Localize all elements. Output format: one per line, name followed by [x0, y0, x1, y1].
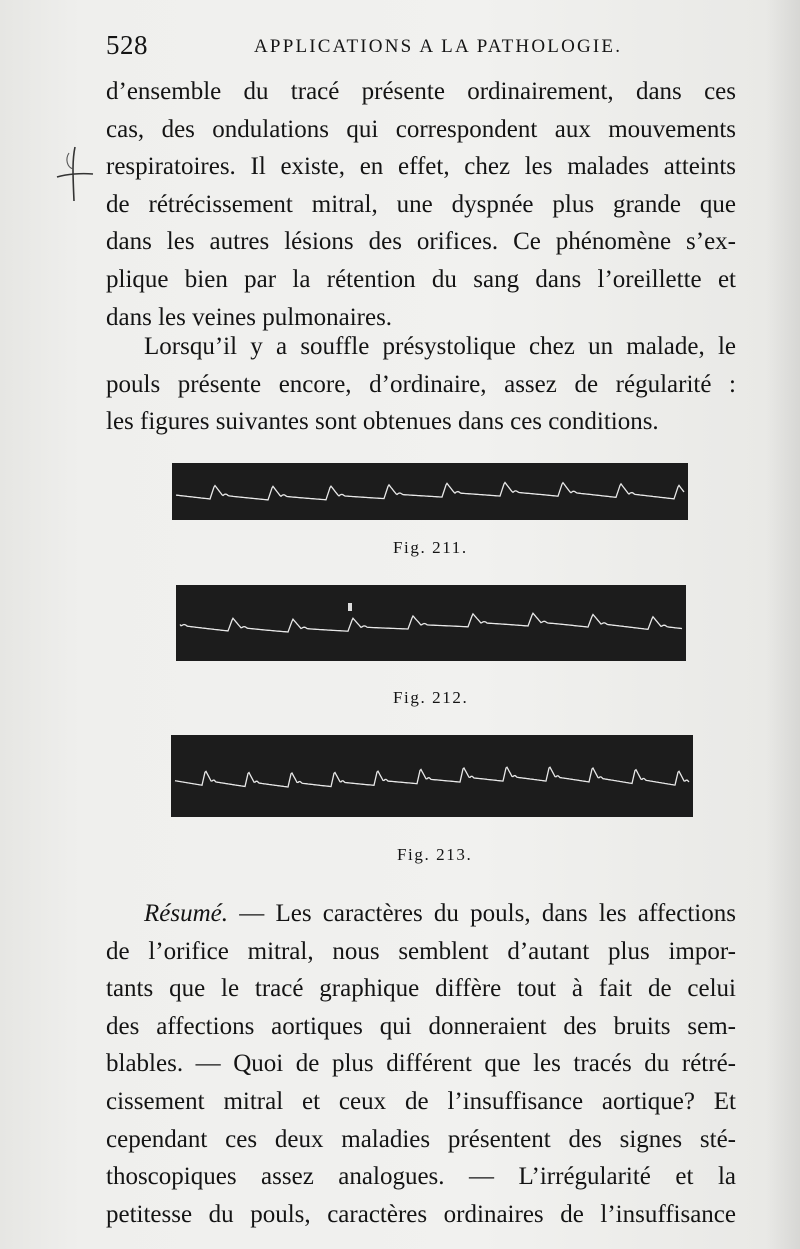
- text-line: [106, 895, 736, 933]
- text-line: cependant ces deux maladies présentent des signes sté-: [106, 1125, 736, 1153]
- pulse-curve: [176, 483, 684, 500]
- text-line: de l’orifice mitral, nous semblent d’autant plus impor-: [106, 937, 736, 965]
- pulse-curve: [175, 767, 689, 787]
- text-line: des affections aortiques qui donneraient des bruits sem-: [106, 1012, 736, 1040]
- text-line: dans les autres lésions des orifices. Ce phénomène s’ex-: [106, 228, 736, 256]
- text-line: tants que le tracé graphique diffère tout à fait de celui: [106, 975, 736, 1003]
- pulse-tracing-211: [172, 463, 688, 520]
- text-line: les figures suivantes sont obtenues dans ces conditions.: [106, 408, 659, 436]
- text-span: — Les caractères du pouls, dans les affections: [228, 900, 736, 927]
- page-header: [106, 30, 726, 64]
- text-line: pouls présente encore, d’ordinaire, assez de régularité :: [106, 370, 736, 398]
- text-line: petitesse du pouls, caractères ordinaires de l’insuffisance: [106, 1200, 736, 1228]
- page-number: 528: [106, 30, 148, 60]
- pulse-tracing-212: [176, 585, 686, 661]
- pulse-tracing-figure-211: [172, 463, 688, 520]
- print-speck: [348, 603, 352, 611]
- resume-label: Résumé.: [144, 900, 228, 927]
- paragraph-dyspnea: [106, 73, 736, 336]
- pulse-tracing-figure-213: [171, 735, 693, 817]
- text-line: de rétrécissement mitral, une dyspnée plus grande que: [106, 190, 736, 218]
- figure-caption-213: Fig. 213.: [397, 845, 473, 864]
- text-line: thoscopiques assez analogues. — L’irrégularité et la: [106, 1163, 736, 1191]
- text-line: blables. — Quoi de plus différent que les tracés du rétré-: [106, 1050, 736, 1078]
- text-line: cissement mitral et ceux de l’insuffisance aortique? Et: [106, 1087, 736, 1115]
- pulse-curve: [180, 613, 682, 632]
- figure-caption-212: Fig. 212.: [393, 688, 469, 707]
- text-line: d’ensemble du tracé présente ordinairement, dans ces: [106, 78, 736, 105]
- text-line: Lorsqu’il y a souffle présystolique chez un malade, le: [144, 333, 736, 360]
- text-line: plique bien par la rétention du sang dans l’oreillette et: [106, 265, 736, 293]
- text-line: dans les veines pulmonaires.: [106, 303, 393, 331]
- running-head: APPLICATIONS A LA PATHOLOGIE.: [254, 36, 623, 57]
- pulse-tracing-213: [171, 735, 693, 817]
- handwritten-cross-mark-icon: [55, 143, 95, 205]
- paragraph-presystolic-murmur: [106, 328, 736, 441]
- paragraph-resume: [106, 895, 736, 1233]
- pulse-tracing-figure-212: [176, 585, 686, 661]
- text-line: respiratoires. Il existe, en effet, chez les malades atteints: [106, 153, 736, 181]
- figure-caption-211: Fig. 211.: [393, 538, 468, 557]
- text-line: cas, des ondulations qui correspondent aux mouvements: [106, 115, 736, 143]
- page-edge-shadow: [766, 0, 800, 1249]
